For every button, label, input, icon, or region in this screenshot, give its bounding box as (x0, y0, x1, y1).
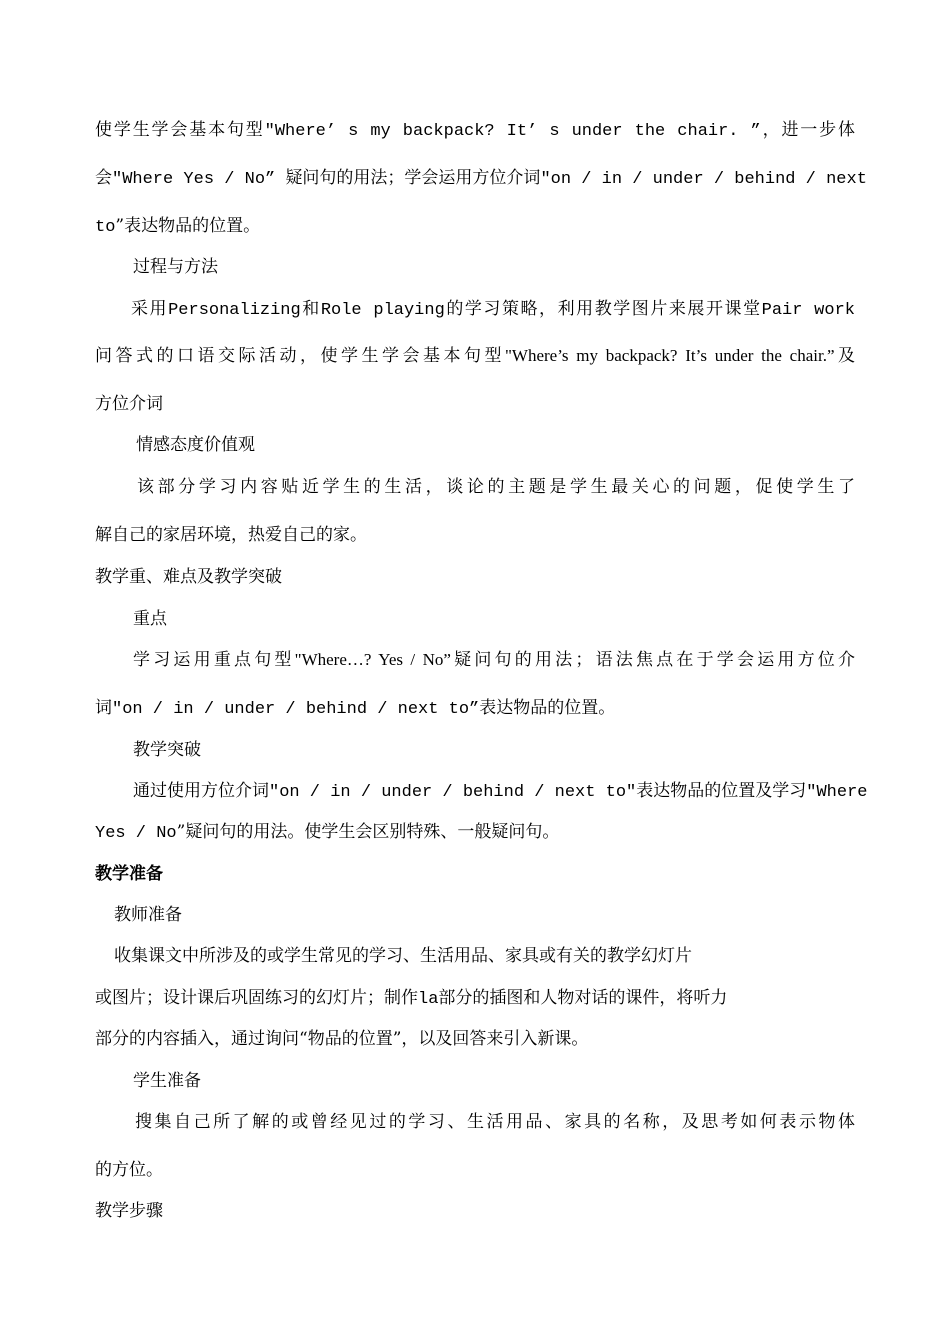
text-segment: 会 (95, 168, 112, 188)
text-segment: 或图片；设计课后巩固练习的幻灯片；制作 (95, 988, 418, 1008)
text-segment: "on / in / under / behind / next (540, 170, 867, 189)
text-segment: 该部分学习内容贴近学生的生活，谈论的主题是学生最关心的问题，促使学生了 (137, 477, 855, 497)
text-segment: 情感态度价值观 (136, 435, 255, 455)
paragraph-line (95, 118, 855, 144)
section-heading (114, 903, 874, 927)
paragraph-line (131, 297, 855, 323)
paragraph-line (135, 1110, 855, 1134)
paragraph-line (114, 944, 874, 968)
text-segment: 过程与方法 (133, 257, 218, 277)
paragraph-line (95, 523, 855, 547)
text-segment: 搜集自己所了解的或曾经见过的学习、生活用品、家具的名称，及思考如何表示物体 (135, 1112, 855, 1132)
section-heading (95, 1199, 855, 1223)
text-segment: "Where’ s my backpack? It’ s under the chair. ”， (264, 122, 782, 141)
text-segment: 教学突破 (133, 740, 201, 760)
paragraph-line (95, 344, 855, 368)
text-segment: Pair work (761, 301, 855, 320)
section-heading (133, 255, 893, 279)
text-segment: 重点 (133, 609, 167, 629)
text-segment: "Where’s my backpack? It’s under the chair.” (504, 346, 835, 365)
text-segment: 学生准备 (133, 1071, 201, 1091)
text-segment: 方位介词 (95, 394, 163, 414)
text-segment: Role playing (320, 301, 445, 320)
text-segment: "Where…? Yes / No” (294, 650, 451, 669)
paragraph-line (95, 986, 855, 1012)
text-segment: 通过使用方位介词 (133, 781, 269, 801)
text-segment: 进一步体 (781, 120, 855, 140)
text-segment: 部分的内容插入，通过询问“物品的位置”，以及回答来引入新课。 (95, 1029, 589, 1049)
paragraph-line (95, 166, 867, 192)
text-segment: 使学生学会基本句型 (95, 120, 265, 140)
text-segment: "on / in / under / behind / next to" (269, 783, 637, 802)
text-segment: 的方位。 (95, 1160, 163, 1180)
text-segment: Yes / No (95, 824, 177, 843)
section-heading (95, 862, 855, 886)
text-segment: 表达物品的位置。 (479, 698, 616, 718)
text-segment: 学习运用重点句型 (133, 650, 295, 670)
text-segment: ”表达物品的位置。 (115, 216, 261, 236)
paragraph-line (95, 696, 855, 722)
text-segment: 采用 (131, 299, 169, 319)
paragraph-line (95, 1158, 855, 1182)
text-segment: ”疑问句的用法。使学生会区别特殊、一般疑问句。 (176, 822, 560, 842)
paragraph-line (95, 214, 855, 240)
section-heading (136, 433, 896, 457)
text-segment: la (418, 990, 439, 1009)
text-segment: to (95, 218, 116, 237)
text-segment: 教学重、难点及教学突破 (95, 567, 282, 587)
text-segment: 表达物品的位置及学习 (636, 781, 807, 801)
section-heading (95, 565, 855, 589)
text-segment: "Where Yes / No” (112, 170, 286, 189)
text-segment: 解自己的家居环境，热爱自己的家。 (95, 525, 367, 545)
paragraph-line (95, 1027, 855, 1051)
paragraph-line (95, 392, 855, 416)
text-segment: 教师准备 (114, 905, 182, 925)
section-heading (133, 607, 893, 631)
text-segment: 词 (95, 698, 112, 718)
text-segment: 疑问句的用法；语法焦点在于学会运用方位介 (450, 650, 856, 670)
section-heading (133, 738, 893, 762)
text-segment: 的学习策略，利用教学图片来展开课堂 (444, 299, 762, 319)
paragraph-line (133, 648, 855, 672)
text-segment: "on / in / under / behind / next to” (112, 700, 480, 719)
text-segment: 疑问句的用法；学会运用方位介词 (285, 168, 541, 188)
text-segment: Personalizing (168, 301, 301, 320)
text-segment: 问答式的口语交际活动，使学生学会基本句型 (95, 346, 505, 366)
paragraph-line (137, 475, 855, 499)
text-segment: 部分的插图和人物对话的课件，将听力 (438, 988, 728, 1008)
text-segment: 及 (834, 346, 855, 366)
text-segment: 和 (300, 299, 321, 319)
text-segment: 收集课文中所涉及的或学生常见的学习、生活用品、家具或有关的教学幻灯片 (114, 946, 692, 966)
text-segment: 教学准备 (95, 864, 163, 884)
paragraph-line (133, 779, 868, 805)
text-segment: "Where (806, 783, 868, 802)
text-segment: 教学步骤 (95, 1201, 163, 1221)
paragraph-line (95, 820, 855, 846)
section-heading (133, 1069, 893, 1093)
